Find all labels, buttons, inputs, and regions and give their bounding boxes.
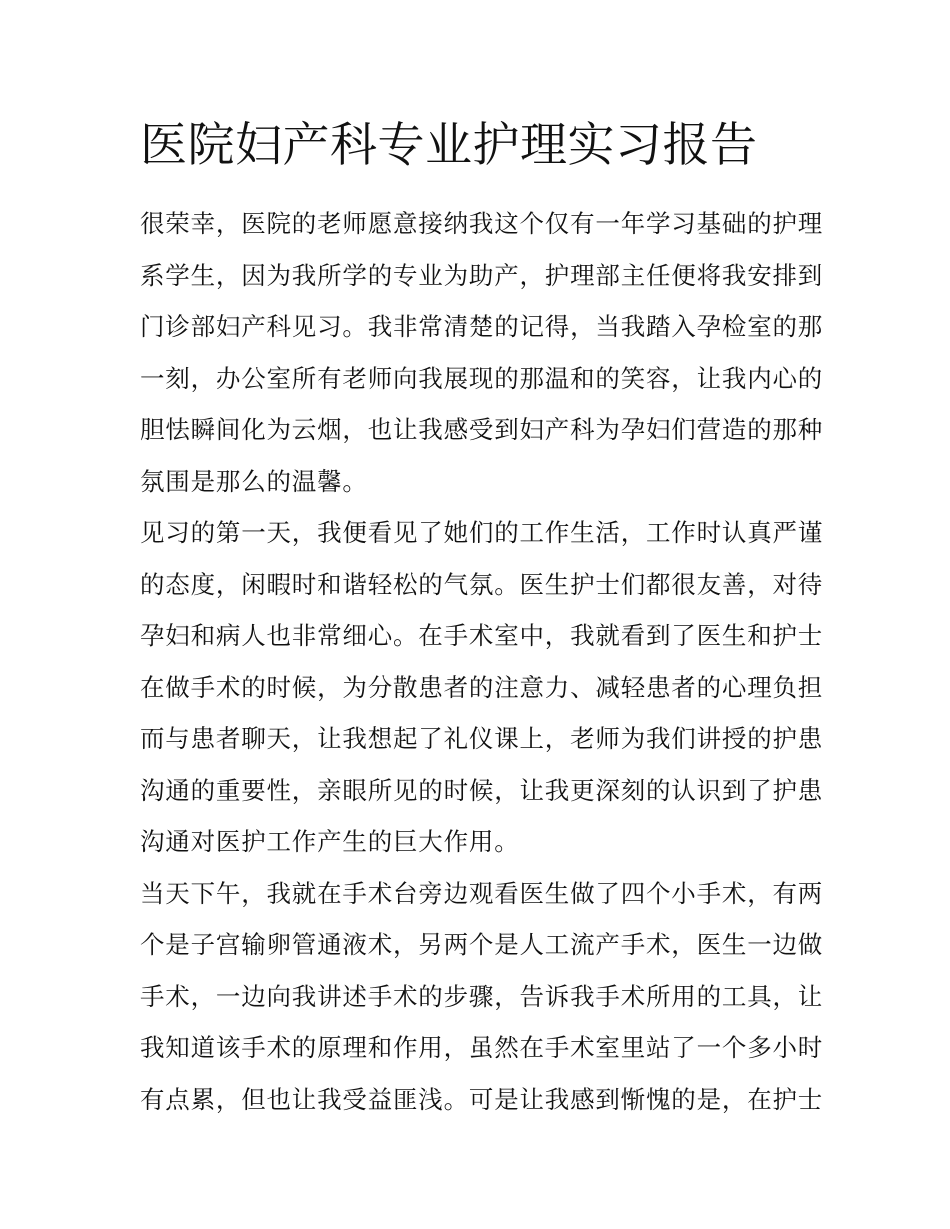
- document-body: [140, 198, 824, 1125]
- text-line: 而与患者聊天，让我想起了礼仪课上，老师为我们讲授的护患: [140, 724, 824, 753]
- paragraph-2: [140, 507, 824, 868]
- text-line: 胆怯瞬间化为云烟，也让我感受到妇产科为孕妇们营造的那种: [140, 415, 824, 444]
- text-line: 手术，一边向我讲述手术的步骤，告诉我手术所用的工具，让: [140, 981, 824, 1011]
- text-line: 很荣幸，医院的老师愿意接纳我这个仅有一年学习基础的护理: [140, 209, 824, 238]
- paragraph-1: [140, 198, 824, 507]
- text-line: 当天下午，我就在手术台旁边观看医生做了四个小手术，有两: [140, 878, 824, 908]
- text-line: 个是子宫输卵管通液术，另两个是人工流产手术，医生一边做: [140, 930, 824, 959]
- text-line: 门诊部妇产科见习。我非常清楚的记得，当我踏入孕检室的那: [140, 312, 824, 341]
- text-line: 的态度，闲暇时和谐轻松的气氛。医生护士们都很友善，对待: [140, 569, 824, 599]
- text-line: 有点累，但也让我受益匪浅。可是让我感到惭愧的是，在护士: [140, 1084, 824, 1114]
- text-line: 氛围是那么的温馨。: [140, 466, 368, 496]
- text-line: 沟通对医护工作产生的巨大作用。: [140, 827, 520, 856]
- text-line: 沟通的重要性，亲眼所见的时候，让我更深刻的认识到了护患: [140, 775, 824, 805]
- text-line: 见习的第一天，我便看见了她们的工作生活，工作时认真严谨: [140, 518, 824, 547]
- text-line: 在做手术的时候，为分散患者的注意力、减轻患者的心理负担: [140, 672, 824, 702]
- text-line: 我知道该手术的原理和作用，虽然在手术室里站了一个多小时: [140, 1033, 824, 1062]
- document-title: 医院妇产科专业护理实习报告: [140, 118, 758, 173]
- text-line: 系学生，因为我所学的专业为助产，护理部主任便将我安排到: [140, 260, 824, 290]
- paragraph-3: [140, 868, 824, 1126]
- text-line: 一刻，办公室所有老师向我展现的那温和的笑容，让我内心的: [140, 363, 824, 393]
- text-line: 孕妇和病人也非常细心。在手术室中，我就看到了医生和护士: [140, 621, 824, 650]
